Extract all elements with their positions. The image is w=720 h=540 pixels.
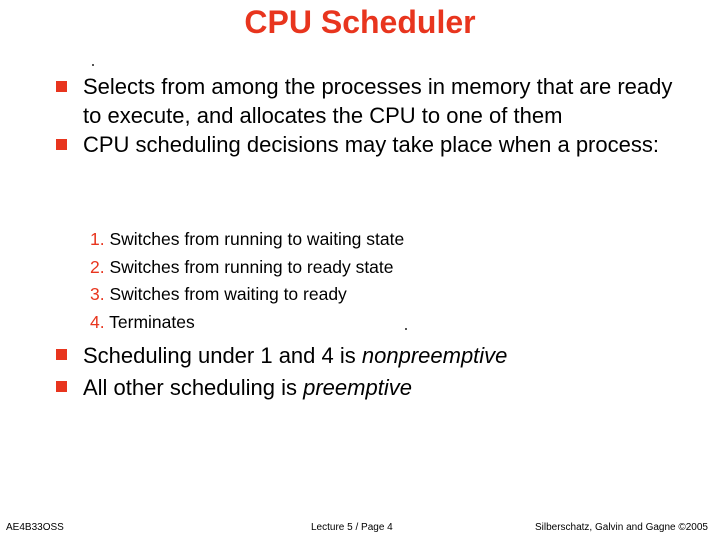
- list-item: [90, 309, 404, 337]
- numbered-sublist: [90, 226, 404, 336]
- slide-title: CPU Scheduler: [244, 4, 476, 40]
- square-bullet-icon: [56, 381, 67, 392]
- list-item: [90, 281, 404, 309]
- bullet-item: [56, 340, 696, 372]
- bullet-list-bottom: [56, 340, 696, 404]
- list-item: [90, 254, 404, 282]
- bullet-text-prefix: Scheduling under 1 and 4 is: [83, 343, 362, 368]
- square-bullet-icon: [56, 349, 67, 360]
- item-number: 3.: [90, 284, 105, 304]
- square-bullet-icon: [56, 139, 67, 150]
- square-bullet-icon: [56, 81, 67, 92]
- footer-page-number: Lecture 5 / Page 4: [311, 522, 393, 533]
- item-text: Switches from waiting to ready: [109, 284, 347, 304]
- item-text: Switches from running to ready state: [109, 256, 394, 277]
- bullet-text: Selects from among the processes in memory that are ready to execute, and allocates the CPU to one of them: [83, 74, 673, 128]
- bullet-text-prefix: All other scheduling is: [83, 375, 304, 400]
- stray-dot: [405, 328, 407, 330]
- bullet-text: CPU scheduling decisions may take place when a process:: [83, 132, 659, 157]
- item-number: 1.: [90, 229, 105, 249]
- bullet-item: [56, 372, 696, 404]
- emphasis-term: preemptive: [303, 375, 412, 400]
- item-number: 2.: [90, 256, 105, 277]
- emphasis-term: nonpreemptive: [361, 343, 508, 368]
- list-item: [90, 226, 404, 254]
- footer-course-code: AE4B33OSS: [6, 522, 64, 533]
- item-text: Switches from running to waiting state: [109, 229, 405, 249]
- footer-copyright: Silberschatz, Galvin and Gagne ©2005: [534, 522, 708, 533]
- bullet-list-top: [56, 72, 696, 159]
- bullet-item: [56, 130, 696, 159]
- item-text: Terminates: [109, 311, 195, 332]
- stray-dot: [92, 64, 94, 66]
- bullet-item: [56, 72, 696, 130]
- item-number: 4.: [90, 311, 105, 332]
